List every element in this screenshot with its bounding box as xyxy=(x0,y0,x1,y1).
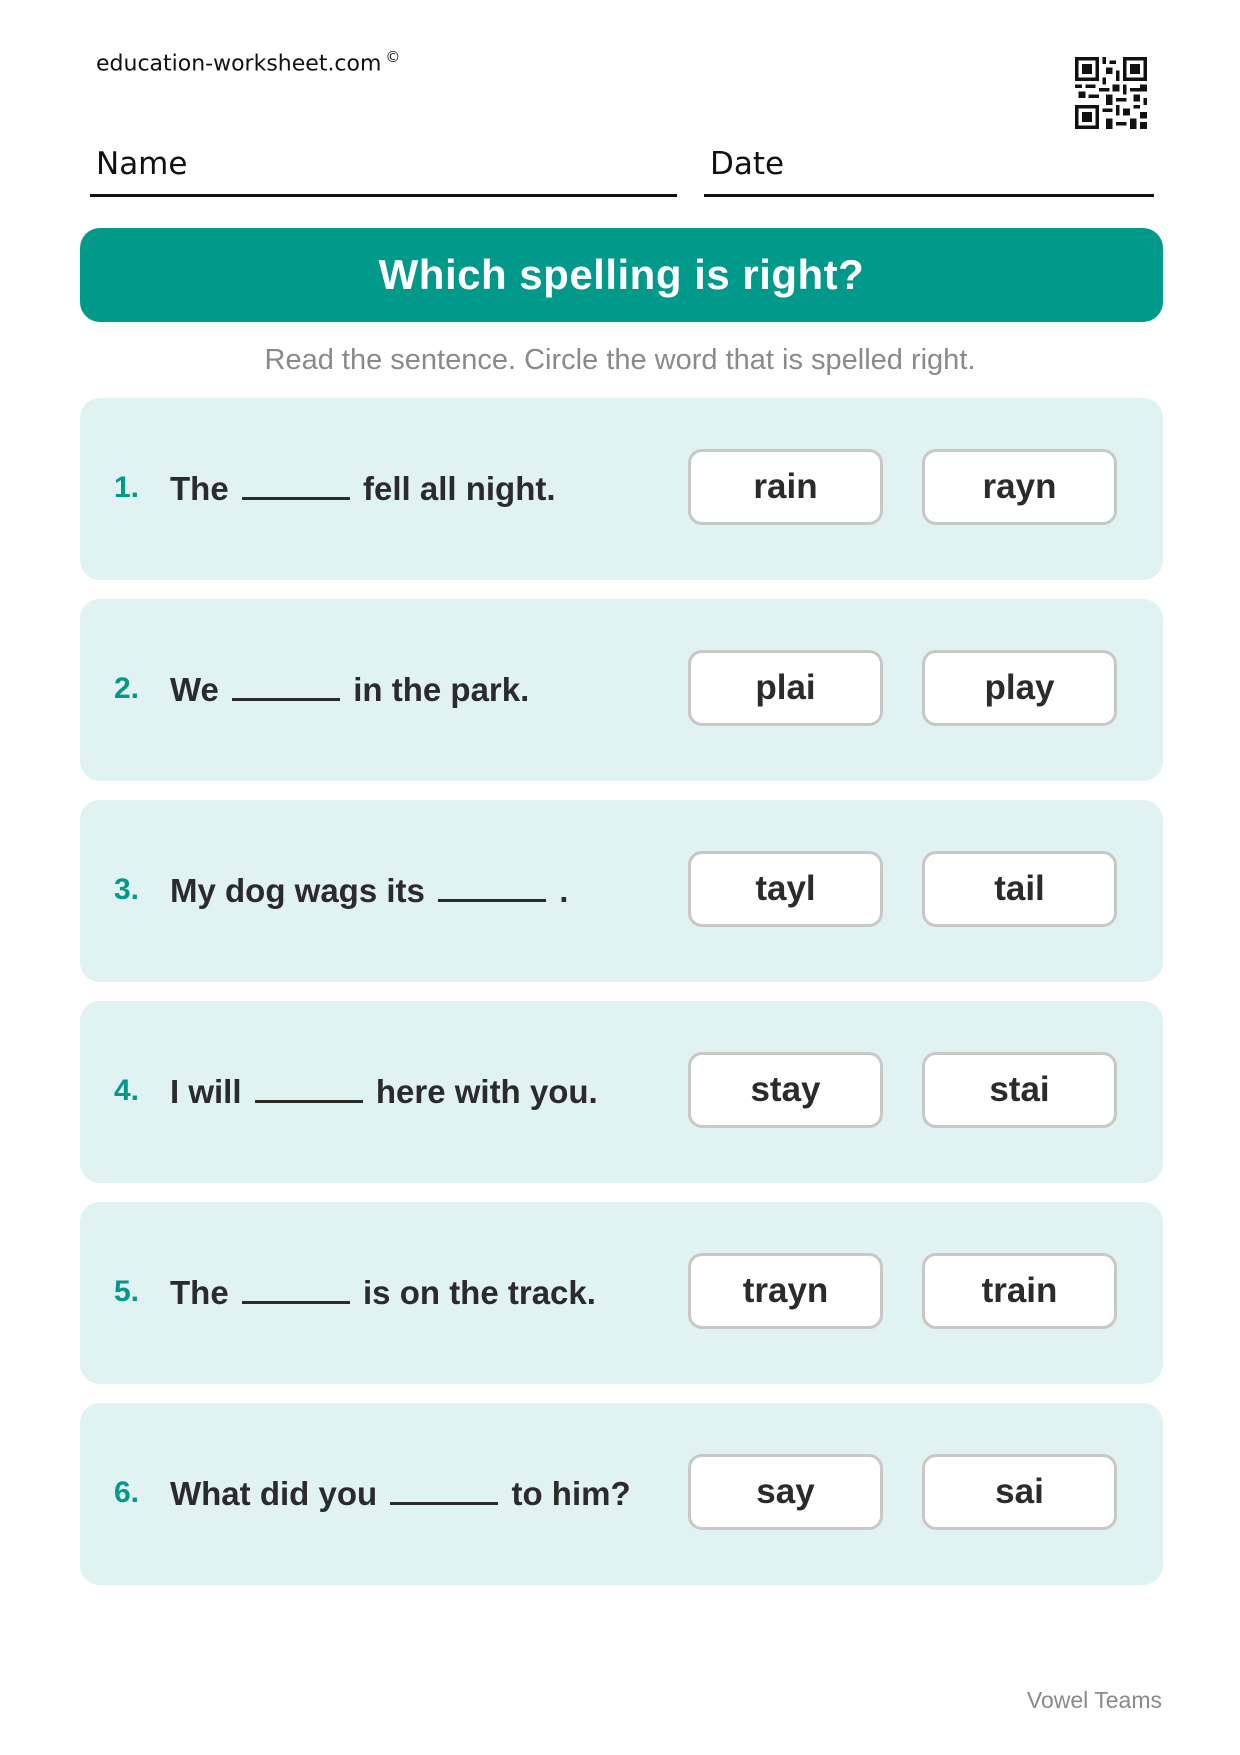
sentence-start: I will xyxy=(170,1073,242,1110)
sentence-end: here with you. xyxy=(375,1073,598,1110)
choice-b-button[interactable]: rayn xyxy=(922,449,1117,525)
choice-b-button[interactable]: train xyxy=(922,1253,1117,1329)
answer-blank[interactable] xyxy=(242,1271,350,1304)
question-card xyxy=(80,599,1163,781)
question-card xyxy=(80,1403,1163,1585)
choice-a-button[interactable]: say xyxy=(688,1454,883,1530)
answer-blank[interactable] xyxy=(438,869,546,902)
choice-a-button[interactable]: trayn xyxy=(688,1253,883,1329)
choice-a-button[interactable]: rain xyxy=(688,449,883,525)
answer-blank[interactable] xyxy=(242,467,350,500)
name-label: Name xyxy=(96,146,188,182)
question-card xyxy=(80,1001,1163,1183)
sentence-start: The xyxy=(170,470,229,507)
question-number: 5. xyxy=(114,1275,140,1308)
sentence-end: . xyxy=(559,872,569,909)
question-sentence xyxy=(170,467,556,508)
sentence-start: My dog wags its xyxy=(170,872,425,909)
question-card xyxy=(80,398,1163,580)
question-card xyxy=(80,1202,1163,1384)
choice-a-button[interactable]: stay xyxy=(688,1052,883,1128)
sentence-start: The xyxy=(170,1274,229,1311)
choice-b-button[interactable]: play xyxy=(922,650,1117,726)
question-sentence xyxy=(170,1070,598,1111)
question-number: 3. xyxy=(114,873,140,906)
question-sentence xyxy=(170,1271,596,1312)
sentence-start: We xyxy=(170,671,219,708)
question-sentence xyxy=(170,1472,631,1513)
question-number: 2. xyxy=(114,672,140,705)
choice-a-button[interactable]: tayl xyxy=(688,851,883,927)
sentence-end: fell all night. xyxy=(363,470,556,507)
question-number: 4. xyxy=(114,1074,140,1107)
instructions: Read the sentence. Circle the word that is spelled right. xyxy=(264,344,976,376)
choice-b-button[interactable]: sai xyxy=(922,1454,1117,1530)
choice-b-button[interactable]: stai xyxy=(922,1052,1117,1128)
question-sentence xyxy=(170,869,568,910)
sentence-end: to him? xyxy=(511,1475,631,1512)
qr-code-icon xyxy=(1075,57,1147,129)
choice-b-button[interactable]: tail xyxy=(922,851,1117,927)
question-sentence xyxy=(170,668,529,709)
question-number: 6. xyxy=(114,1476,140,1509)
answer-blank[interactable] xyxy=(390,1472,498,1505)
date-field[interactable] xyxy=(704,138,1154,197)
sentence-end: is on the track. xyxy=(363,1274,596,1311)
answer-blank[interactable] xyxy=(255,1070,363,1103)
question-number: 1. xyxy=(114,471,140,504)
name-field[interactable] xyxy=(90,138,677,197)
worksheet-topic: Vowel Teams xyxy=(1026,1687,1162,1713)
site-name-text: education-worksheet.com xyxy=(96,51,382,77)
worksheet-title: Which spelling is right? xyxy=(80,228,1163,322)
choice-a-button[interactable]: plai xyxy=(688,650,883,726)
copyright-symbol: © xyxy=(385,48,401,66)
question-card xyxy=(80,800,1163,982)
sentence-end: in the park. xyxy=(353,671,530,708)
site-name xyxy=(96,48,400,76)
sentence-start: What did you xyxy=(170,1475,378,1512)
answer-blank[interactable] xyxy=(232,668,340,701)
date-label: Date xyxy=(710,146,785,182)
